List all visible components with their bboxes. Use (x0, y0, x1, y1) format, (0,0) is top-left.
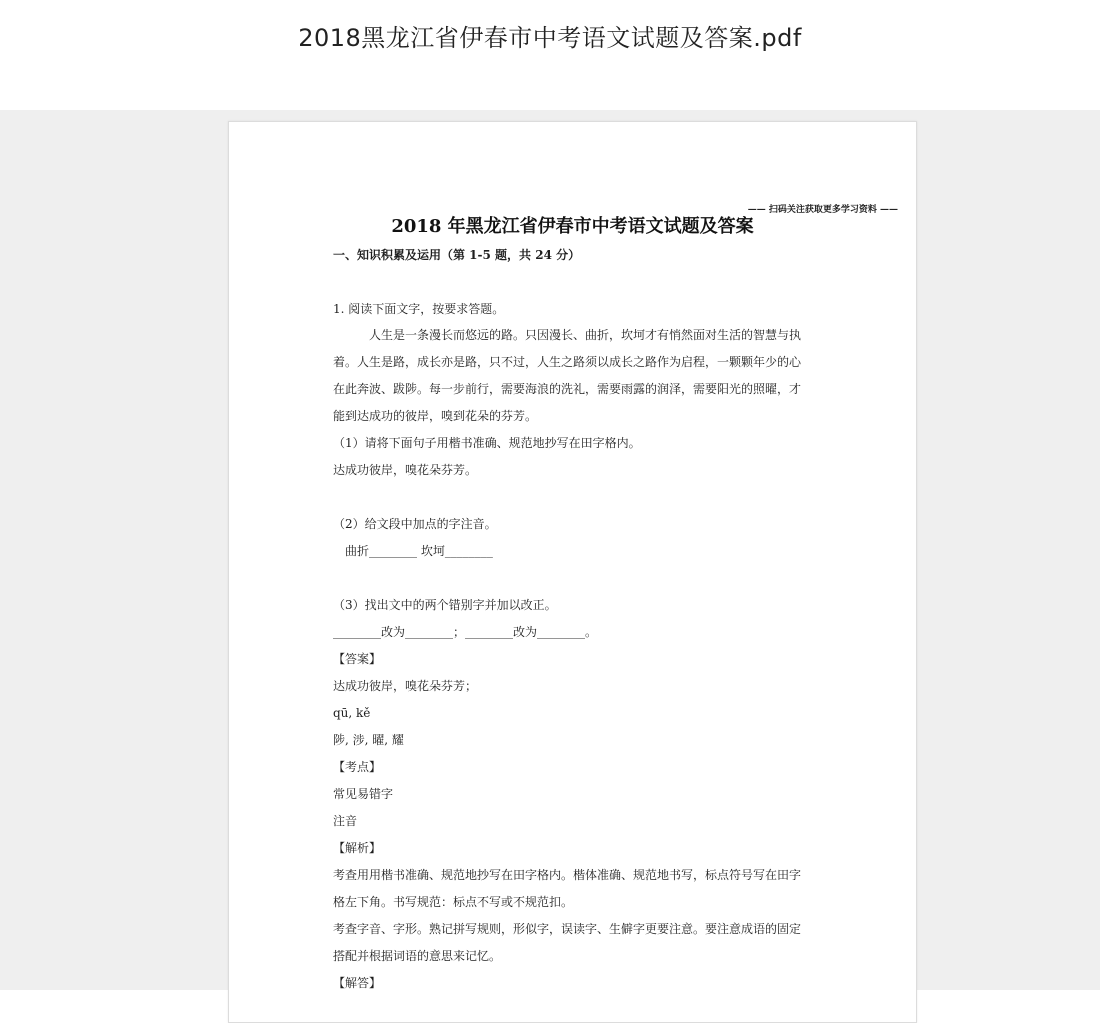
page-title: 2018 年黑龙江省伊春市中考语文试题及答案 (391, 216, 754, 237)
analysis-line: 考查字音、字形。熟记拼写规则，形似字，误读字、生僻字更要注意。要注意成语的固定 (333, 922, 802, 936)
passage-line: 能到达成功的彼岸，嗅到花朵的芬芳。 (333, 409, 538, 423)
passage-line: 在此奔波、跋陟。每一步前行，需要海浪的洗礼，需要雨露的润泽，需要阳光的照曜，才 (333, 382, 802, 396)
answer-line: 达成功彼岸，嗅花朵芬芳； (333, 679, 478, 693)
answer-line: qū, kě (333, 706, 371, 720)
copy-sentence: 达成功彼岸，嗅花朵芬芳。 (333, 463, 478, 477)
sub-question-1: （1）请将下面句子用楷书准确、规范地抄写在田字格内。 (333, 436, 641, 450)
analysis-label: 【解析】 (333, 841, 382, 855)
sub-question-3: （3）找出文中的两个错别字并加以改正。 (333, 598, 557, 612)
analysis-line: 格左下角。书写规范：标点不写或不规范扣。 (333, 895, 574, 909)
answer-line: 陟, 涉, 曜, 耀 (333, 733, 404, 747)
passage-line: 着。人生是路，成长亦是路，只不过，人生之路须以成长之路作为启程，一颗颗年少的心 (333, 355, 802, 369)
analysis-line: 搭配并根据词语的意思来记忆。 (333, 949, 502, 963)
analysis-line: 考查用用楷书准确、规范地抄写在田字格内。楷体准确、规范地书写，标点符号写在田字 (333, 868, 802, 882)
solution-label: 【解答】 (333, 976, 382, 990)
pdf-page (228, 121, 917, 1023)
pinyin-blanks: 曲折________ 坎坷________ (345, 544, 493, 558)
correction-blanks: ________改为________；________改为________。 (333, 625, 598, 639)
topic-label: 【考点】 (333, 760, 382, 774)
document-title: 2018黑龙江省伊春市中考语文试题及答案.pdf (298, 24, 802, 52)
scan-note: —— 扫码关注获取更多学习资料 —— (747, 205, 898, 215)
topic-line: 常见易错字 (333, 787, 394, 801)
question-1-prompt: 1. 阅读下面文字，按要求答题。 (333, 302, 505, 316)
topic-line: 注音 (333, 814, 358, 828)
sub-question-2: （2）给文段中加点的字注音。 (333, 517, 497, 531)
passage-line: 人生是一条漫长而悠远的路。只因漫长、曲折，坎坷才有悄然面对生活的智慧与执 (369, 328, 802, 342)
section-heading: 一、知识积累及运用（第 1-5 题，共 24 分） (333, 248, 581, 262)
header-bar (0, 0, 1100, 110)
answer-label: 【答案】 (333, 652, 382, 666)
